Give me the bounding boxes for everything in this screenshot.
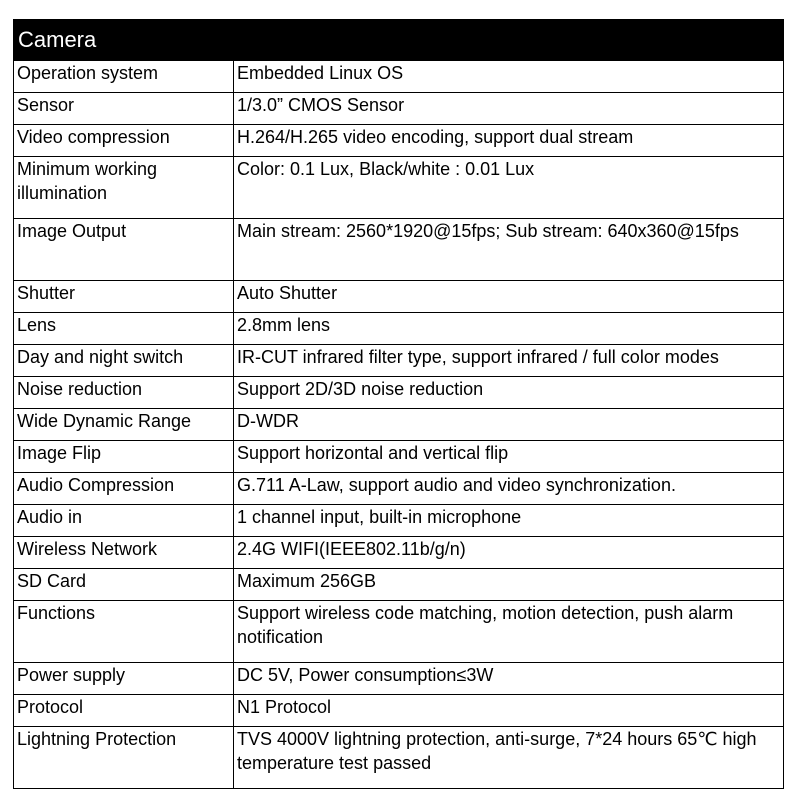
spec-value: Support wireless code matching, motion detection, push alarm notification	[234, 601, 784, 663]
spec-label: Image Output	[14, 219, 234, 281]
spec-label: Wireless Network	[14, 537, 234, 569]
spec-label: Wide Dynamic Range	[14, 409, 234, 441]
table-row	[14, 663, 784, 695]
spec-label: Functions	[14, 601, 234, 663]
table-row	[14, 281, 784, 313]
spec-value: G.711 A-Law, support audio and video synchronization.	[234, 473, 784, 505]
table-row	[14, 441, 784, 473]
table-row	[14, 473, 784, 505]
table-row	[14, 505, 784, 537]
table-body	[14, 61, 784, 789]
spec-label: Shutter	[14, 281, 234, 313]
spec-value: Main stream: 2560*1920@15fps; Sub stream: 640x360@15fps	[234, 219, 784, 281]
table-row	[14, 695, 784, 727]
table-row	[14, 345, 784, 377]
spec-label: Sensor	[14, 93, 234, 125]
spec-value: TVS 4000V lightning protection, anti-surge, 7*24 hours 65℃ high temperature test passed	[234, 727, 784, 789]
spec-value: Color: 0.1 Lux, Black/white : 0.01 Lux	[234, 157, 784, 219]
table-row	[14, 537, 784, 569]
spec-value: 2.8mm lens	[234, 313, 784, 345]
spec-value: N1 Protocol	[234, 695, 784, 727]
spec-label: Audio in	[14, 505, 234, 537]
spec-label: Noise reduction	[14, 377, 234, 409]
spec-label: Image Flip	[14, 441, 234, 473]
spec-label: Video compression	[14, 125, 234, 157]
table-row	[14, 727, 784, 789]
spec-label: Day and night switch	[14, 345, 234, 377]
spec-value: 2.4G WIFI(IEEE802.11b/g/n)	[234, 537, 784, 569]
spec-value: Support horizontal and vertical flip	[234, 441, 784, 473]
spec-value: 1/3.0” CMOS Sensor	[234, 93, 784, 125]
table-row	[14, 601, 784, 663]
spec-label: SD Card	[14, 569, 234, 601]
spec-value: DC 5V, Power consumption≤3W	[234, 663, 784, 695]
spec-label: Power supply	[14, 663, 234, 695]
table-row	[14, 409, 784, 441]
table-title: Camera	[14, 20, 784, 61]
table-row	[14, 569, 784, 601]
spec-value: H.264/H.265 video encoding, support dual stream	[234, 125, 784, 157]
table-row	[14, 313, 784, 345]
spec-label: Minimum working illumination	[14, 157, 234, 219]
spec-value: IR-CUT infrared filter type, support infrared / full color modes	[234, 345, 784, 377]
table-row	[14, 219, 784, 281]
spec-value: Embedded Linux OS	[234, 61, 784, 93]
spec-label: Lightning Protection	[14, 727, 234, 789]
spec-label: Audio Compression	[14, 473, 234, 505]
spec-label: Protocol	[14, 695, 234, 727]
table-row	[14, 93, 784, 125]
table-row	[14, 377, 784, 409]
camera-spec-table	[13, 19, 784, 789]
table-row	[14, 61, 784, 93]
table-header-row	[14, 20, 784, 61]
spec-value: Support 2D/3D noise reduction	[234, 377, 784, 409]
spec-value: 1 channel input, built-in microphone	[234, 505, 784, 537]
spec-label: Operation system	[14, 61, 234, 93]
table-row	[14, 157, 784, 219]
spec-value: D-WDR	[234, 409, 784, 441]
table-row	[14, 125, 784, 157]
spec-label: Lens	[14, 313, 234, 345]
spec-value: Auto Shutter	[234, 281, 784, 313]
spec-value: Maximum 256GB	[234, 569, 784, 601]
